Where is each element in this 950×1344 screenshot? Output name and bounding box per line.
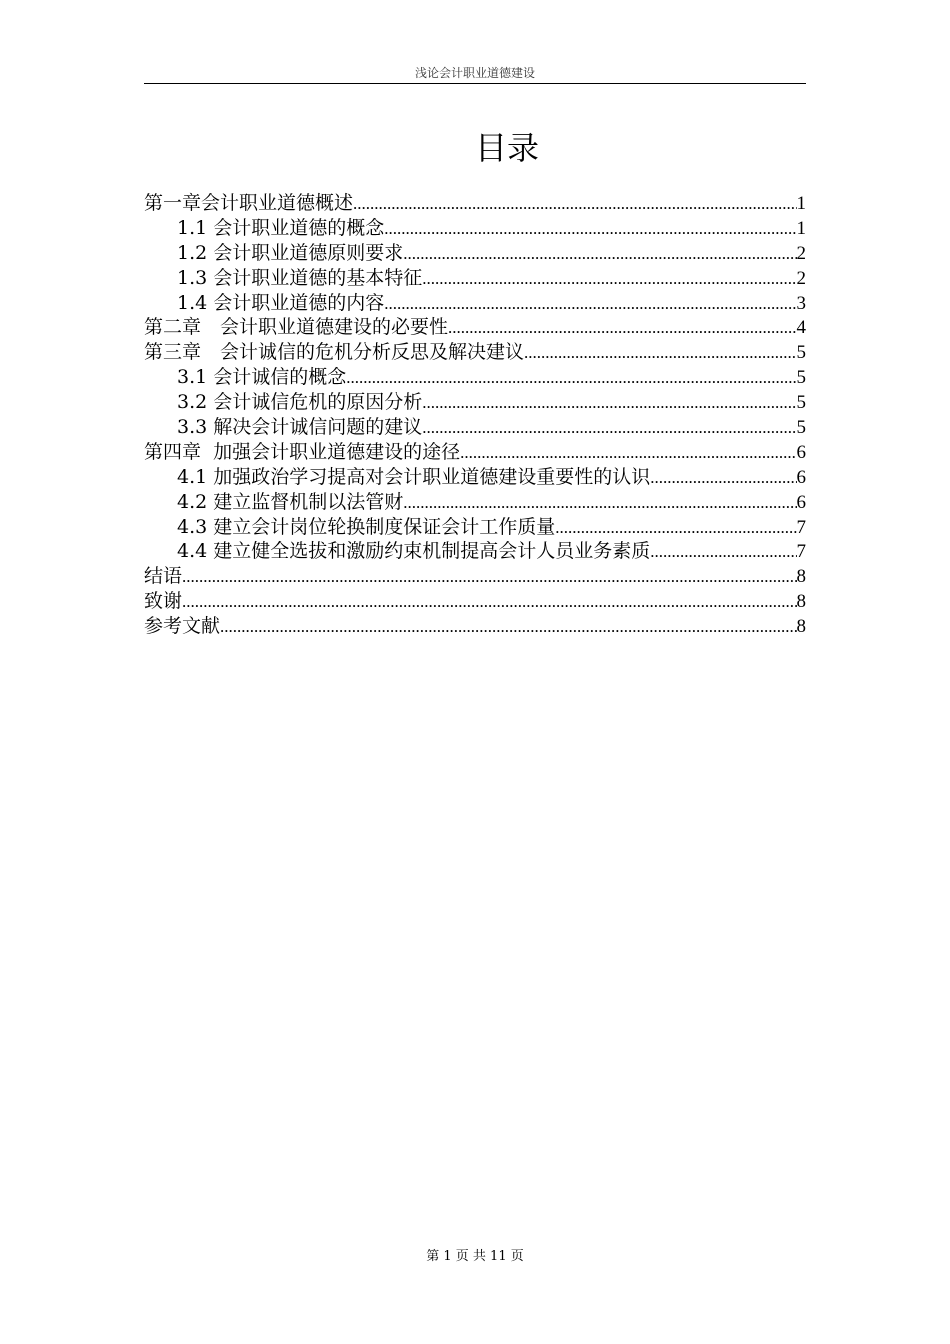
toc-page-number: 7 <box>796 516 806 538</box>
toc-section-entry[interactable] <box>144 490 806 515</box>
table-of-contents <box>144 191 806 639</box>
toc-dot-leader <box>460 441 796 466</box>
toc-entry-label: 4.1 加强政治学习提高对会计职业道德建设重要性的认识 <box>177 465 651 488</box>
toc-dot-leader <box>182 565 796 590</box>
toc-chapter-entry[interactable] <box>144 589 806 614</box>
toc-page-number: 5 <box>796 342 806 364</box>
toc-section-entry[interactable] <box>144 365 806 390</box>
toc-entry-label: 1.1 会计职业道德的概念 <box>177 216 385 239</box>
toc-section-entry[interactable] <box>144 216 806 241</box>
toc-page-number: 8 <box>796 591 806 613</box>
toc-page-number: 8 <box>796 566 806 588</box>
running-header: 浅论会计职业道德建设 <box>414 66 535 80</box>
toc-chapter-entry[interactable] <box>144 564 806 589</box>
toc-entry-label: 3.1 会计诚信的概念 <box>177 366 347 389</box>
toc-section-entry[interactable] <box>144 390 806 415</box>
toc-entry-label: 4.4 建立健全选拔和激励约束机制提高会计人员业务素质 <box>177 540 651 563</box>
toc-chapter-entry[interactable] <box>144 315 806 340</box>
toc-page-number: 1 <box>796 217 806 239</box>
toc-page-number: 3 <box>796 292 806 314</box>
toc-dot-leader <box>422 391 796 416</box>
toc-page-number: 6 <box>796 466 806 488</box>
toc-entry-label: 4.2 建立监督机制以法管财 <box>177 490 404 513</box>
toc-dot-leader <box>555 516 796 541</box>
toc-section-entry[interactable] <box>144 291 806 316</box>
toc-dot-leader <box>220 615 796 640</box>
toc-entry-label: 1.2 会计职业道德原则要求 <box>177 241 404 264</box>
toc-dot-leader <box>403 242 796 267</box>
toc-chapter-entry[interactable] <box>144 440 806 465</box>
toc-entry-label: 1.3 会计职业道德的基本特征 <box>177 266 423 289</box>
toc-dot-leader <box>346 366 796 391</box>
toc-entry-label: 结语 <box>144 565 183 588</box>
toc-entry-label: 1.4 会计职业道德的内容 <box>177 291 385 314</box>
toc-entry-label: 3.3 解决会计诚信问题的建议 <box>177 416 423 439</box>
toc-dot-leader <box>524 341 796 366</box>
toc-page-number: 2 <box>796 242 806 264</box>
toc-entry-label: 参考文献 <box>144 615 221 638</box>
toc-title: 目录 <box>474 129 539 167</box>
toc-page-number: 7 <box>796 541 806 563</box>
toc-entry-label: 第四章 加强会计职业道德建设的途径 <box>144 440 461 463</box>
toc-chapter-entry[interactable] <box>144 340 806 365</box>
toc-dot-leader <box>403 491 796 516</box>
toc-entry-label: 3.2 会计诚信危机的原因分析 <box>177 391 423 414</box>
toc-section-entry[interactable] <box>144 241 806 266</box>
toc-entry-label: 第一章会计职业道德概述 <box>144 192 354 214</box>
toc-page-number: 5 <box>796 392 806 414</box>
toc-entry-label: 4.3 建立会计岗位轮换制度保证会计工作质量 <box>177 515 556 538</box>
toc-dot-leader <box>650 466 796 491</box>
page-footer: 第 1 页 共 11 页 <box>426 1249 524 1264</box>
toc-chapter-entry[interactable] <box>144 191 806 216</box>
toc-section-entry[interactable] <box>144 266 806 291</box>
toc-entry-label: 第二章 会计职业道德建设的必要性 <box>144 316 449 339</box>
toc-dot-leader <box>384 292 796 317</box>
toc-page-number: 2 <box>796 267 806 289</box>
toc-chapter-entry[interactable] <box>144 614 806 639</box>
toc-dot-leader <box>650 540 796 565</box>
toc-section-entry[interactable] <box>144 465 806 490</box>
toc-dot-leader <box>448 316 796 341</box>
toc-page-number: 6 <box>796 491 806 513</box>
toc-page-number: 8 <box>796 616 806 638</box>
toc-section-entry[interactable] <box>144 539 806 564</box>
toc-entry-label: 致谢 <box>144 590 183 613</box>
header-divider <box>144 83 806 84</box>
toc-page-number: 4 <box>796 317 806 339</box>
toc-page-number: 5 <box>796 417 806 439</box>
toc-dot-leader <box>384 217 796 242</box>
toc-dot-leader <box>422 267 796 292</box>
toc-entry-label: 第三章 会计诚信的危机分析反思及解决建议 <box>144 341 525 364</box>
toc-section-entry[interactable] <box>144 415 806 440</box>
toc-dot-leader <box>353 192 796 217</box>
toc-page-number: 1 <box>796 193 806 214</box>
toc-dot-leader <box>422 416 796 441</box>
toc-section-entry[interactable] <box>144 515 806 540</box>
toc-dot-leader <box>182 590 796 615</box>
toc-page-number: 6 <box>796 441 806 463</box>
toc-page-number: 5 <box>796 367 806 389</box>
